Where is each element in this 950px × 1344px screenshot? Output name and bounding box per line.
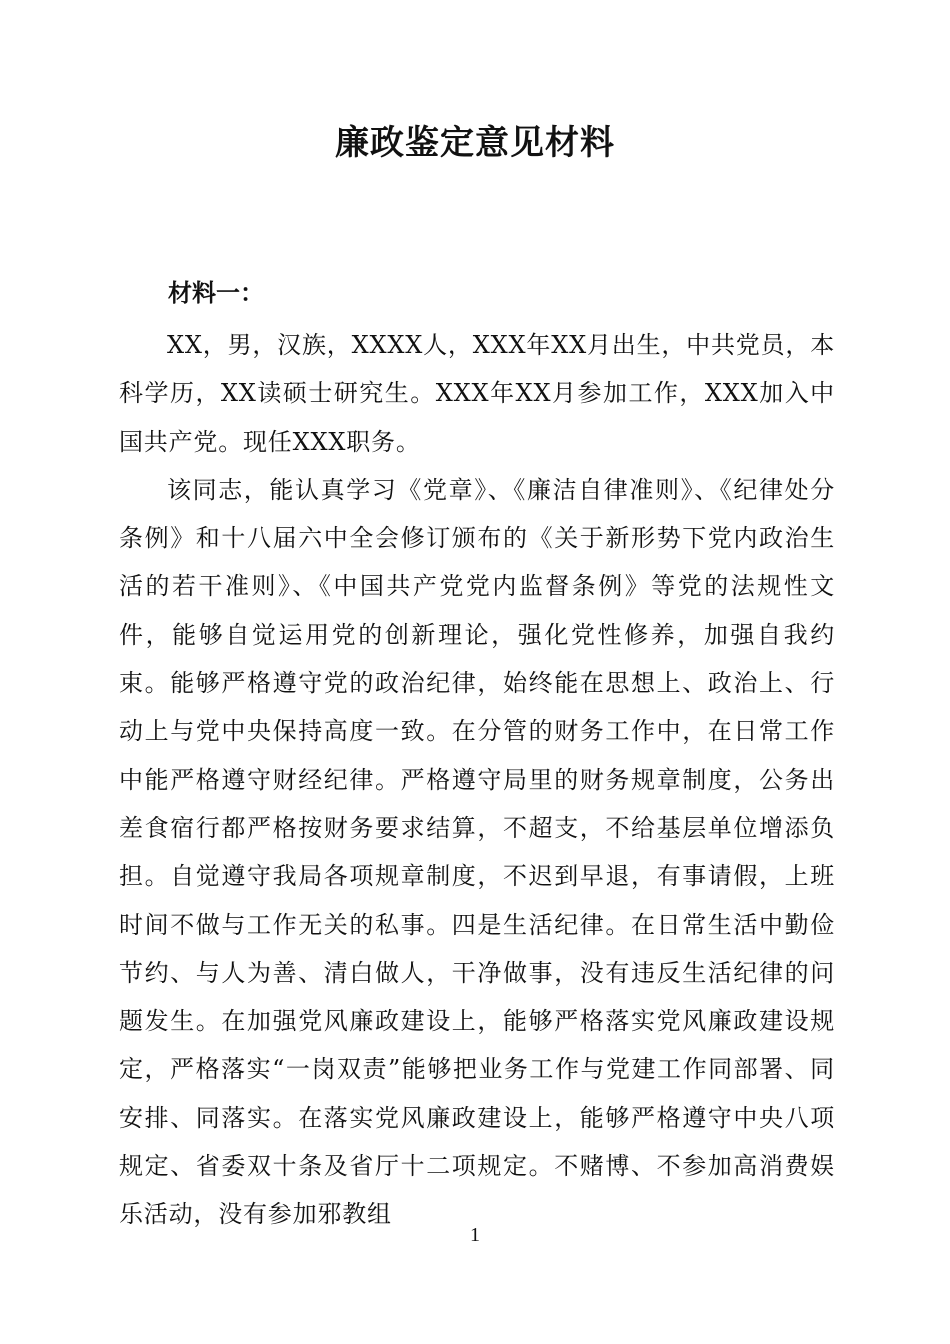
document-title: 廉政鉴定意见材料 [335,123,615,163]
document-body [119,321,835,1239]
paragraph-personal-info: XX，男，汉族，XXXX人，XXX年XX月出生，中共党员，本科学历，XX读硕士研究生。XXX年XX月参加工作，XXX加入中国共产党。现任XXX职务。 [119,331,835,456]
page-number: 1 [470,1224,480,1246]
section-heading: 材料一： [168,279,264,307]
paragraph-evaluation: 该同志，能认真学习《党章》、《廉洁自律准则》、《纪律处分条例》和十八届六中全会修订颁布的《关于新形势下党内政治生活的若干准则》、《中国共产党党内监督条例》等党的法规性文件，能够自觉运用党的创新理论，强化党性修养，加强自我约束。能够严格遵守党的政治纪律，始终能在思想上、政治上、行动上与党中央保持高度一致。在分管的财务工作中，在日常工作中能严格遵守财经纪律。严格遵守局里的财务规章制度，公务出差食宿行都严格按财务要求结算，不超支，不给基层单位增添负担。自觉遵守我局各项规章制度，不迟到早退，有事请假，上班时间不做与工作无关的私事。四是生活纪律。在日常生活中勤俭节约、与人为善、清白做人，干净做事，没有违反生活纪律的问题发生。在加强党风廉政建设上，能够严格落实党风廉政建设规定，严格落实“一岗双责”能够把业务工作与党建工作同部署、同安排、同落实。在落实党风廉政建设上，能够严格遵守中央八项规定、省委双十条及省厅十二项规定。不赌博、不参加高消费娱乐活动，没有参加邪教组 [119,475,835,1229]
